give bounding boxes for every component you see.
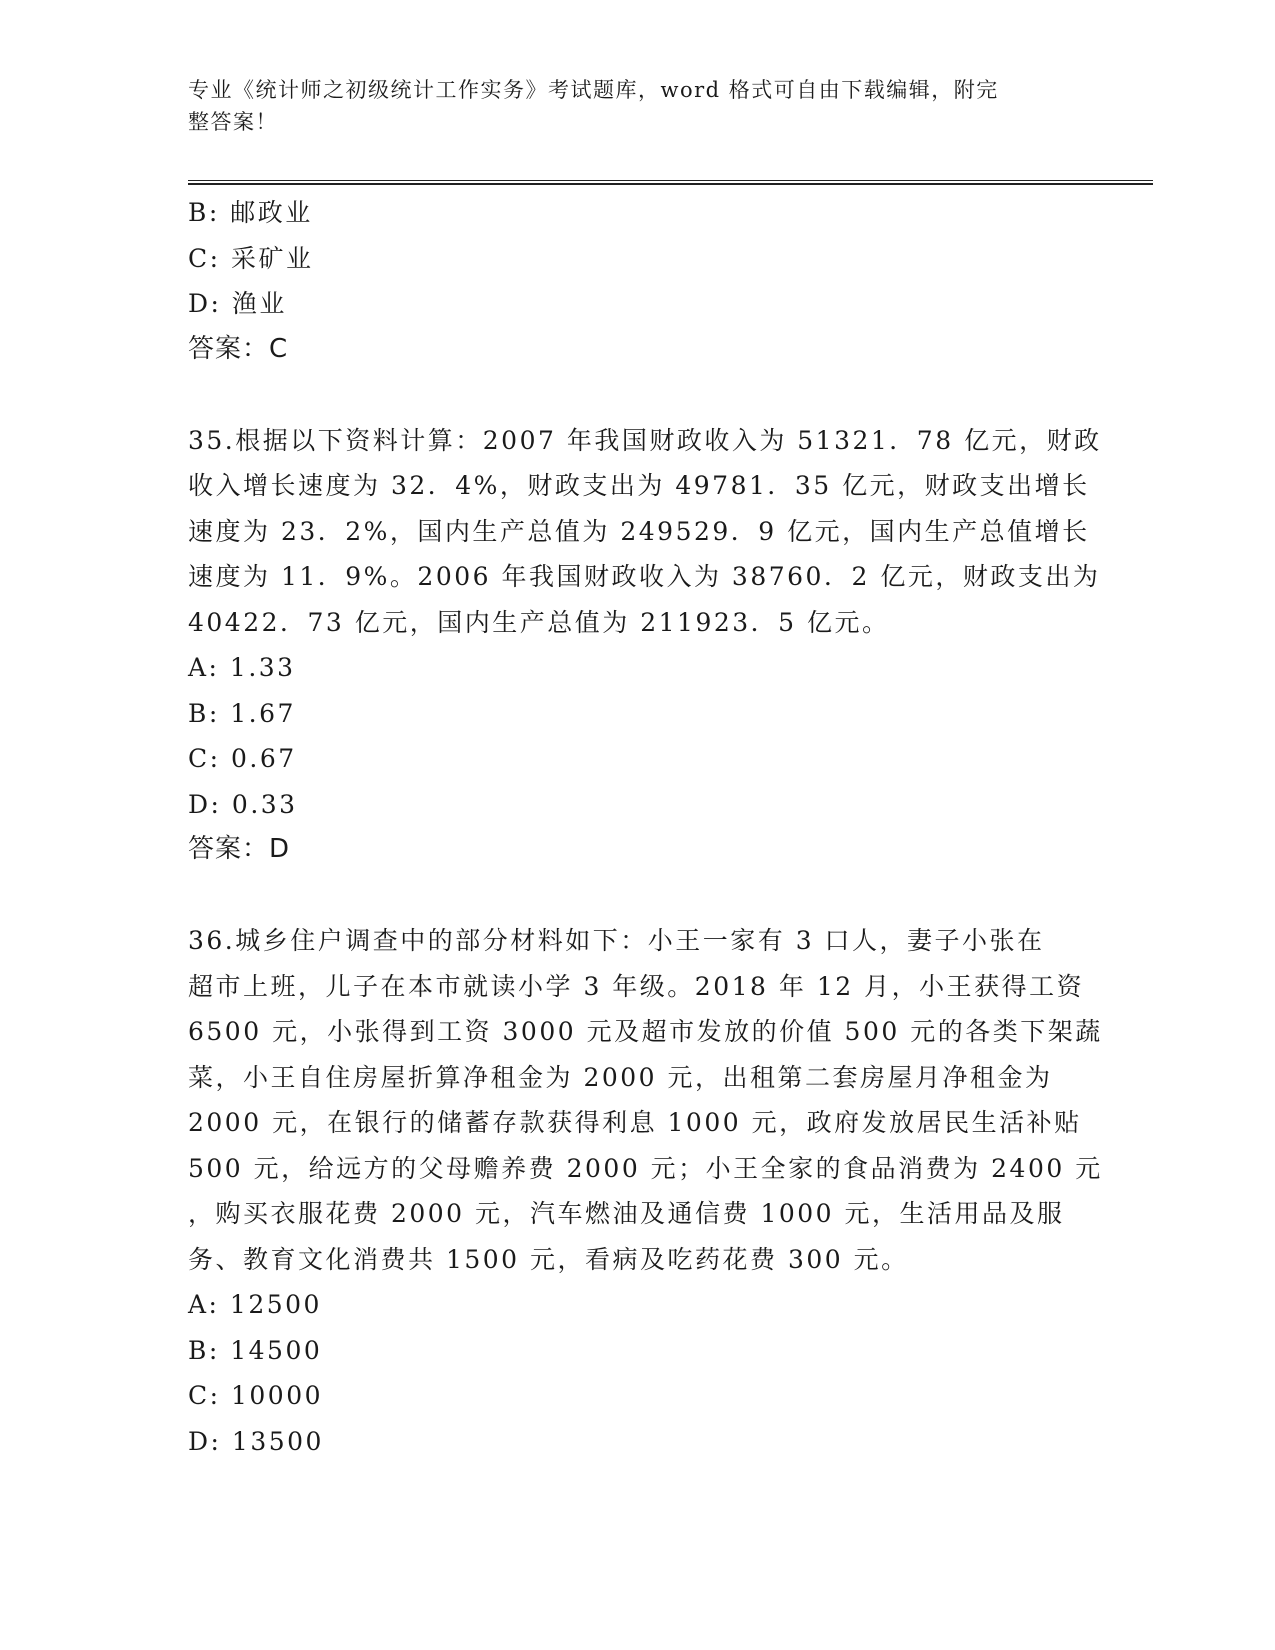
stem-line: 收入增长速度为 32．4%，财政支出为 49781．35 亿元，财政支出增长 <box>188 471 1090 500</box>
stem-line: 40422．73 亿元，国内生产总值为 211923．5 亿元。 <box>188 607 890 637</box>
option-a: A: 1.33 <box>188 653 296 682</box>
option-b: B: 14500 <box>188 1335 323 1365</box>
spacer <box>188 372 1088 418</box>
header-divider-thin <box>188 180 1153 181</box>
question-36 <box>188 918 1103 1464</box>
stem-line: 菜，小王自住房屋折算净租金为 2000 元，出租第二套房屋月净租金为 <box>188 1062 1053 1092</box>
option-b: B: 1.67 <box>188 698 296 728</box>
option-d: D: 13500 <box>188 1426 324 1456</box>
option-a: A: 12500 <box>188 1290 322 1319</box>
stem-line: 500 元，给远方的父母赡养费 2000 元；小王全家的食品消费为 2400 元 <box>188 1153 1103 1183</box>
question-stem <box>188 418 1102 646</box>
option-b: B: 邮政业 <box>188 198 313 227</box>
header-line-1: 专业《统计师之初级统计工作实务》考试题库，word 格式可自由下载编辑，附完 <box>188 78 999 102</box>
stem-line: 36.城乡住户调查中的部分材料如下：小王一家有 3 口人，妻子小张在 <box>188 926 1045 955</box>
stem-line: 速度为 23．2%，国内生产总值为 249529．9 亿元，国内生产总值增长 <box>188 516 1090 546</box>
option-d: D: 渔业 <box>188 289 287 318</box>
stem-line: 务、教育文化消费共 1500 元，看病及吃药花费 300 元。 <box>188 1244 909 1274</box>
question-34-tail <box>188 190 1088 372</box>
stem-line: 6500 元，小张得到工资 3000 元及超市发放的价值 500 元的各类下架蔬 <box>188 1017 1103 1046</box>
page-header <box>188 74 1088 138</box>
header-divider-thick <box>188 183 1153 185</box>
option-c: C: 10000 <box>188 1381 324 1410</box>
stem-line: 2000 元，在银行的储蓄存款获得利息 1000 元，政府发放居民生活补贴 <box>188 1108 1082 1137</box>
option-c: C: 0.67 <box>188 744 297 773</box>
option-c: C: 采矿业 <box>188 243 314 273</box>
answer-line: 答案：D <box>188 834 291 864</box>
stem-line: ，购买衣服花费 2000 元，汽车燃油及通信费 1000 元，生活用品及服 <box>188 1199 1065 1228</box>
spacer <box>188 873 1088 919</box>
stem-line: 速度为 11．9%。2006 年我国财政收入为 38760．2 亿元，财政支出为 <box>188 562 1101 591</box>
stem-line: 35.根据以下资料计算：2007 年我国财政收入为 51321．78 亿元，财政 <box>188 425 1102 455</box>
option-d: D: 0.33 <box>188 789 298 819</box>
question-stem <box>188 918 1103 1282</box>
header-line-2: 整答案！ <box>188 110 278 134</box>
question-35 <box>188 418 1102 873</box>
document-body <box>188 190 1103 1464</box>
answer-line: 答案：C <box>188 333 289 364</box>
stem-line: 超市上班，儿子在本市就读小学 3 年级。2018 年 12 月，小王获得工资 <box>188 971 1085 1001</box>
